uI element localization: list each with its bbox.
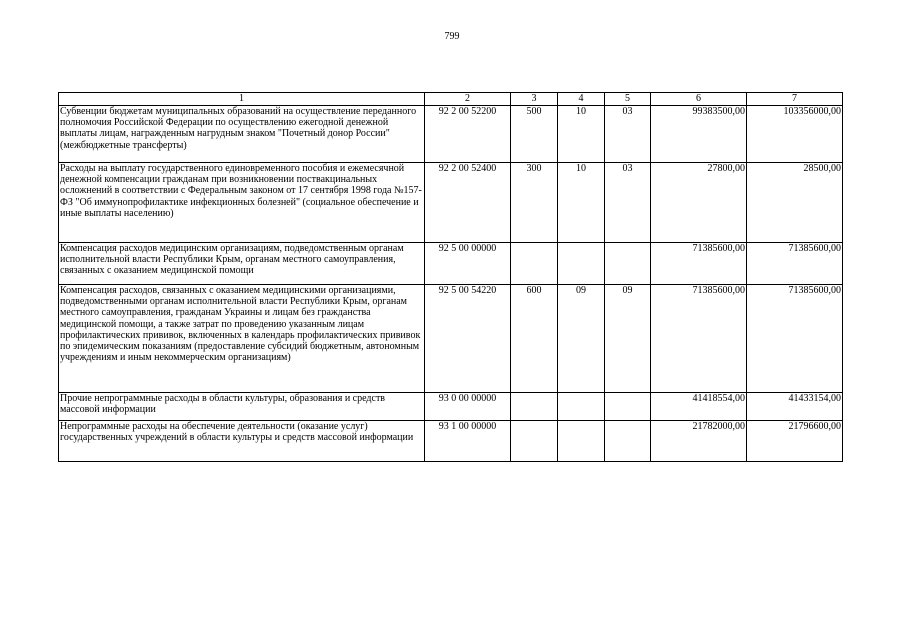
- row-description: Прочие непрограммные расходы в области культуры, образования и средств массовой информации: [59, 393, 425, 421]
- row-col-3: 500: [511, 106, 558, 163]
- header-col-6: 6: [651, 93, 747, 106]
- row-amount-col-7: 41433154,00: [747, 393, 843, 421]
- row-amount-col-6: 21782000,00: [651, 421, 747, 462]
- row-amount-col-6: 41418554,00: [651, 393, 747, 421]
- row-col-4: [558, 243, 605, 285]
- header-col-1: 1: [59, 93, 425, 106]
- table-row: [59, 421, 843, 462]
- row-amount-col-7: 103356000,00: [747, 106, 843, 163]
- row-col-4: 09: [558, 285, 605, 393]
- row-amount-col-6: 71385600,00: [651, 243, 747, 285]
- row-col-3: 600: [511, 285, 558, 393]
- row-description: Компенсация расходов, связанных с оказанием медицинскими организациями, подведомственными органам исполнительной власти Республики Крым, органам местного самоуправления, гражданам Украины и лицам без гражданства медицинской помощи, а также затрат по проведению указанным лицам профилактических прививок, включенных в календарь профилактических прививок по эпидемическим показаниям (предоставление субсидий бюджетным, автономным учреждениям и иным некоммерческим организациям): [59, 285, 425, 393]
- row-col-4: 10: [558, 106, 605, 163]
- row-amount-col-7: 21796600,00: [747, 421, 843, 462]
- row-amount-col-6: 71385600,00: [651, 285, 747, 393]
- row-col-3: [511, 393, 558, 421]
- table-body: [59, 106, 843, 462]
- header-col-2: 2: [425, 93, 511, 106]
- row-amount-col-6: 27800,00: [651, 163, 747, 243]
- row-target-code: 93 1 00 00000: [425, 421, 511, 462]
- row-amount-col-7: 28500,00: [747, 163, 843, 243]
- row-col-3: [511, 243, 558, 285]
- row-col-3: [511, 421, 558, 462]
- row-target-code: 92 2 00 52400: [425, 163, 511, 243]
- header-row: [59, 93, 843, 106]
- row-target-code: 93 0 00 00000: [425, 393, 511, 421]
- row-col-5: [605, 393, 651, 421]
- row-amount-col-7: 71385600,00: [747, 243, 843, 285]
- table-row: [59, 243, 843, 285]
- table-row: [59, 106, 843, 163]
- header-col-4: 4: [558, 93, 605, 106]
- budget-table: [58, 92, 843, 462]
- row-col-5: [605, 243, 651, 285]
- row-description: Непрограммные расходы на обеспечение деятельности (оказание услуг) государственных учреждений в области культуры и средств массовой информации: [59, 421, 425, 462]
- header-col-5: 5: [605, 93, 651, 106]
- row-col-5: 09: [605, 285, 651, 393]
- row-col-5: 03: [605, 106, 651, 163]
- row-amount-col-7: 71385600,00: [747, 285, 843, 393]
- row-target-code: 92 5 00 00000: [425, 243, 511, 285]
- table-row: [59, 393, 843, 421]
- header-col-3: 3: [511, 93, 558, 106]
- row-col-5: [605, 421, 651, 462]
- page-number: 799: [444, 31, 460, 42]
- row-col-4: [558, 421, 605, 462]
- row-col-5: 03: [605, 163, 651, 243]
- table-row: [59, 163, 843, 243]
- row-description: Компенсация расходов медицинским организациям, подведомственным органам исполнительной власти Республики Крым, органам местного самоуправления, связанных с оказанием медицинской помощи: [59, 243, 425, 285]
- row-description: Расходы на выплату государственного единовременного пособия и ежемесячной денежной компенсации гражданам при возникновении поствакцинальных осложнений в соответствии с Федеральным законом от 17 сентября 1998 года №157-ФЗ "Об иммунопрофилактике инфекционных болезней" (социальное обеспечение и иные выплаты населению): [59, 163, 425, 243]
- row-col-4: 10: [558, 163, 605, 243]
- row-amount-col-6: 99383500,00: [651, 106, 747, 163]
- row-description: Субвенции бюджетам муниципальных образований на осуществление переданного полномочия Российской Федерации по осуществлению ежегодной денежной выплаты лицам, награжденным нагрудным знаком "Почетный донор России" (межбюджетные трансферты): [59, 106, 425, 163]
- table-row: [59, 285, 843, 393]
- row-col-4: [558, 393, 605, 421]
- header-col-7: 7: [747, 93, 843, 106]
- table-header: [59, 93, 843, 106]
- row-target-code: 92 2 00 52200: [425, 106, 511, 163]
- row-target-code: 92 5 00 54220: [425, 285, 511, 393]
- row-col-3: 300: [511, 163, 558, 243]
